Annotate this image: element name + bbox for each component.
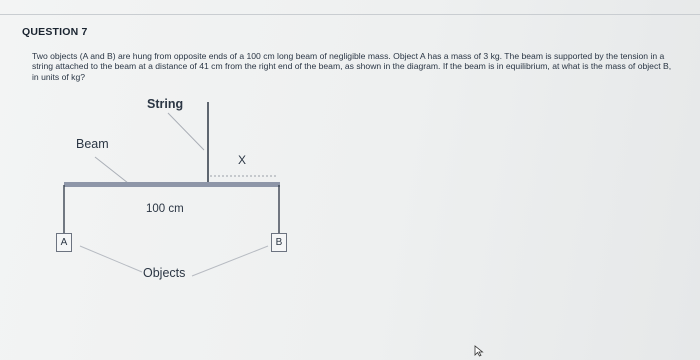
mouse-pointer-icon <box>474 345 484 357</box>
string-label: String <box>147 97 184 111</box>
objects-label: Objects <box>143 266 186 280</box>
distance-label: X <box>238 153 247 167</box>
string-pointer <box>168 113 204 150</box>
length-label: 100 cm <box>146 203 184 215</box>
beam <box>64 182 280 187</box>
beam-pointer <box>95 157 128 183</box>
question-text: Two objects (A and B) are hung from opposite ends of a 100 cm long beam of negligible mass. Object A has a mass of 3 kg. The beam is supported by the tension in a string attached to the beam at a distance of 41 cm from the right end of the beam, as shown in the diagram. If the beam is in equilibrium, at what is the mass of object B, in units of kg? <box>32 51 672 82</box>
object-b-box: B <box>271 233 287 252</box>
objects-pointer-b <box>192 246 268 276</box>
object-a-box: A <box>56 233 72 252</box>
objects-pointer-a <box>80 246 142 272</box>
beam-label: Beam <box>76 137 109 151</box>
question-header: QUESTION 7 <box>22 26 88 38</box>
